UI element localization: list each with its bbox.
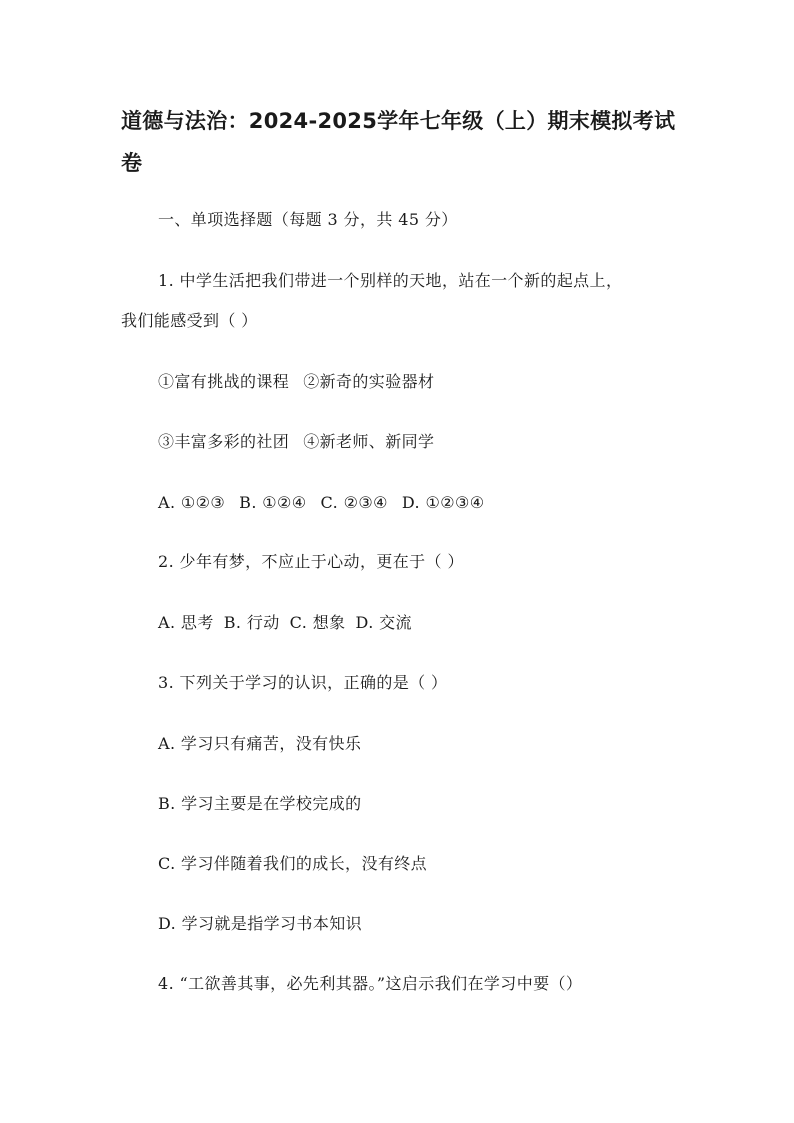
section-heading: 一、单项选择题（每题 3 分，共 45 分） [158, 210, 458, 229]
question-2-option-a: A. 思考 [158, 613, 214, 632]
question-3-option-b: B. 学习主要是在学校完成的 [158, 794, 362, 813]
question-3-option-d: D. 学习就是指学习书本知识 [158, 914, 363, 933]
question-1-stem-line-2: 我们能感受到（ ） [121, 311, 258, 330]
question-1-item-3: ③丰富多彩的社团 [158, 432, 290, 451]
question-2-option-b: B. 行动 [223, 613, 280, 632]
question-3-option-c: C. 学习伴随着我们的成长，没有终点 [158, 854, 428, 873]
question-1-option-b: B. ①②④ [239, 493, 307, 512]
question-1-stem-line-1: 1. 中学生活把我们带进一个别样的天地，站在一个新的起点上， [158, 271, 623, 290]
question-2-options [158, 613, 412, 633]
question-1-item-1: ①富有挑战的课程 [158, 372, 290, 391]
question-1-item-2: ②新奇的实验器材 [303, 372, 435, 391]
question-2-option-d: D. 交流 [355, 613, 412, 632]
question-2-option-c: C. 想象 [289, 613, 346, 632]
question-1-item-4: ④新老师、新同学 [303, 432, 435, 451]
question-2-stem: 2. 少年有梦，不应止于心动，更在于（ ） [158, 552, 464, 571]
question-1-items-row-2 [158, 432, 434, 452]
question-1-option-c: C. ②③④ [320, 493, 388, 512]
question-1-items-row-1 [158, 372, 434, 392]
question-1-option-a: A. ①②③ [158, 493, 226, 512]
question-3-option-a: A. 学习只有痛苦，没有快乐 [158, 734, 362, 753]
exam-title: 道德与法治：2024-2025学年七年级（上）期末模拟考试卷 [121, 109, 676, 175]
question-4-stem: 4. “工欲善其事，必先利其器。”这启示我们在学习中要（） [158, 974, 583, 993]
question-1-option-d: D. ①②③④ [401, 493, 485, 512]
question-1-options [158, 493, 484, 513]
question-3-stem: 3. 下列关于学习的认识，正确的是（ ） [158, 673, 448, 692]
